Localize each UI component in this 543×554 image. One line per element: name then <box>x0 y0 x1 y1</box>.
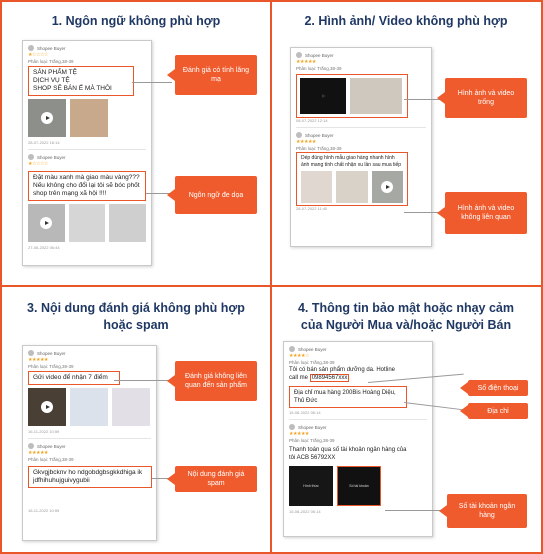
callout-irrelevant-review: Đánh giá không liên quan đến sản phẩm <box>175 361 257 401</box>
variation-label: Phân loại: Trắng,38-39 <box>289 360 335 365</box>
variation-label: Phân loại: Trắng,38-39 <box>28 457 74 462</box>
variation-label: Phân loại: Trắng,38-39 <box>296 66 342 71</box>
reviewer-name: Shopee Buyer <box>37 443 66 449</box>
bank-account-image[interactable]: Số tài khoản <box>337 466 381 506</box>
review-date: 16-11-2022 10:59 <box>28 508 60 513</box>
callout-phone: Số điện thoại <box>468 380 528 396</box>
review-card-q2 <box>290 47 432 247</box>
review-line: SẢN PHẨM TỆ <box>33 69 77 76</box>
section-1-title: 1. Ngôn ngữ không phù hợp <box>51 14 221 28</box>
video-thumbnail[interactable] <box>28 99 66 137</box>
review-media <box>289 466 427 506</box>
section-2-title: 2. Hình ảnh/ Video không phù hợp <box>304 14 508 28</box>
callout-bank-account: Số tài khoản ngân hàng <box>447 494 527 528</box>
reviewer-name: Shopee Buyer <box>37 350 66 356</box>
review-line: Tôi có bán sản phẩm dưỡng da. Hotline <box>289 367 396 373</box>
play-icon[interactable] <box>41 401 53 413</box>
section-3-title <box>4 300 268 334</box>
horizontal-divider <box>0 285 543 287</box>
divider <box>28 149 146 150</box>
review-text: Thanh toán qua số tài khoản ngân hàng của tôi ACB 56792XX <box>289 447 407 461</box>
review-1 <box>28 349 151 435</box>
play-icon[interactable] <box>40 217 52 229</box>
review-card-q4 <box>283 341 433 537</box>
review-1 <box>289 345 427 416</box>
review-media <box>28 388 151 426</box>
review-date: 28-07-2022 16:14 <box>28 140 60 145</box>
callout-threat: Ngôn ngữ đe dọa <box>175 176 257 214</box>
photo-thumbnail[interactable] <box>109 204 146 242</box>
review-1 <box>296 51 426 124</box>
empty-media-box <box>296 74 408 118</box>
reviewer-name: Shopee Buyer <box>305 132 334 138</box>
photo-thumbnail[interactable] <box>301 171 332 203</box>
reviewer-name: Shopee Buyer <box>37 154 66 160</box>
star-rating: ★★★★★ <box>296 59 316 65</box>
avatar <box>296 52 302 58</box>
review-line: SHOP SẼ BÁN Ế MÀ THÔI <box>33 85 112 92</box>
play-icon[interactable] <box>317 90 329 102</box>
review-line: DỊCH VỤ TỆ <box>33 77 70 84</box>
star-rating: ★★★★★ <box>28 450 48 456</box>
avatar <box>289 346 295 352</box>
review-text-box <box>28 66 134 96</box>
review-line: Đặt màu xanh mà giao màu vàng??? <box>33 174 140 181</box>
avatar <box>296 132 302 138</box>
star-rating: ★★★★★ <box>28 357 48 363</box>
phone-number: 09894567xxx <box>311 375 348 381</box>
review-date: 15-08-2022 06:14 <box>289 509 321 514</box>
title-line: của Người Mua và/hoặc Người Bán <box>300 318 512 332</box>
variation-label: Phân loại: Trắng,38-39 <box>289 438 335 443</box>
title-line: 4. Thông tin bảo mật hoặc nhạy cảm <box>297 301 514 315</box>
avatar <box>28 350 34 356</box>
review-card-q1 <box>22 40 152 266</box>
review-2 <box>296 131 426 212</box>
review-2 <box>289 423 427 515</box>
star-rating: ★☆☆☆☆ <box>28 161 48 167</box>
callout-spam: Nội dung đánh giá spam <box>175 466 257 492</box>
photo-thumbnail[interactable] <box>336 171 367 203</box>
reviewer-name: Shopee Buyer <box>298 424 327 430</box>
reviewer-name: Shopee Buyer <box>37 45 66 51</box>
video-thumbnail[interactable] <box>28 204 65 242</box>
divider <box>296 127 426 128</box>
section-4-title <box>273 300 539 334</box>
review-date: 28-07-2022 11:40 <box>296 206 328 211</box>
review-media <box>28 204 146 242</box>
review-media <box>28 99 146 137</box>
avatar <box>28 443 34 449</box>
review-2 <box>28 153 146 251</box>
review-box <box>296 152 408 206</box>
photo-thumbnail[interactable] <box>350 78 402 114</box>
review-date: 15-08-2022 06:14 <box>289 410 321 415</box>
variation-label: Phân loại: Trắng,38-39 <box>28 59 74 64</box>
review-date: 08-07-2022 12:14 <box>296 118 328 123</box>
photo-thumbnail[interactable] <box>69 204 106 242</box>
callout-irrelevant-media: Hình ảnh và video không liên quan <box>445 192 527 234</box>
reviewer-name: Shopee Buyer <box>298 346 327 352</box>
variation-label: Phân loại: Trắng,38-39 <box>28 364 74 369</box>
callout-empty-media: Hình ảnh và video trống <box>445 78 527 118</box>
photo-thumbnail[interactable] <box>70 388 108 426</box>
review-line: Nếu không cho đổi lại tôi sẽ bóc phốt <box>33 182 140 189</box>
review-text-box: Gkvgjbcknv ho ndgobdgbsgkkdhiga ik jdfhihuhujguivygubii <box>28 466 152 488</box>
review-date: 27-06-2022 06:44 <box>28 245 60 250</box>
title-line: 3. Nội dung đánh giá không phù hợp <box>27 301 245 315</box>
reviewer-name: Shopee Buyer <box>305 52 334 58</box>
star-rating: ★★★★★ <box>289 431 309 437</box>
review-text: Dép đúng hình mẫu giao hàng nhanh hình ảnh mang tính chất nhận xu lần sau mua tiếp <box>301 155 402 168</box>
photo-thumbnail[interactable] <box>70 99 108 137</box>
star-rating: ★★★★☆ <box>289 353 309 359</box>
divider <box>289 419 427 420</box>
connector-line <box>385 510 447 511</box>
call-text: call me <box>289 375 309 381</box>
avatar <box>28 45 34 51</box>
address-box: Địa chỉ mua hàng 200Bis Hoàng Diệu, Thủ Đức <box>289 386 407 408</box>
variation-label: Phân loại: Trắng,38-39 <box>296 146 342 151</box>
review-text-box <box>28 171 146 201</box>
video-thumbnail[interactable] <box>300 78 346 114</box>
review-card-q3 <box>22 345 157 541</box>
review-line: shop trên mạng xã hội !!!! <box>33 190 107 197</box>
play-icon[interactable] <box>41 112 53 124</box>
review-text-box: Gửi video để nhận 7 điểm <box>28 371 120 385</box>
video-thumbnail[interactable] <box>28 388 66 426</box>
title-line: hoặc spam <box>103 318 169 332</box>
avatar <box>28 154 34 160</box>
photo-thumbnail[interactable]: Hình thức <box>289 466 333 506</box>
review-2 <box>28 442 151 514</box>
connector-line <box>114 380 172 381</box>
review-date: 16-11-2022 10:59 <box>28 429 60 434</box>
video-thumbnail[interactable] <box>372 171 403 203</box>
star-rating: ★☆☆☆☆ <box>28 52 48 58</box>
review-media <box>301 171 403 203</box>
review-1 <box>28 44 146 146</box>
connector-line <box>132 82 172 83</box>
callout-abusive: Đánh giá có tính lăng mạ <box>175 55 257 95</box>
star-rating: ★★★★★ <box>296 139 316 145</box>
vertical-divider <box>270 0 272 554</box>
avatar <box>289 424 295 430</box>
photo-thumbnail[interactable] <box>112 388 150 426</box>
callout-address: Địa chỉ <box>468 403 528 419</box>
divider <box>28 438 151 439</box>
play-icon[interactable] <box>381 181 393 193</box>
